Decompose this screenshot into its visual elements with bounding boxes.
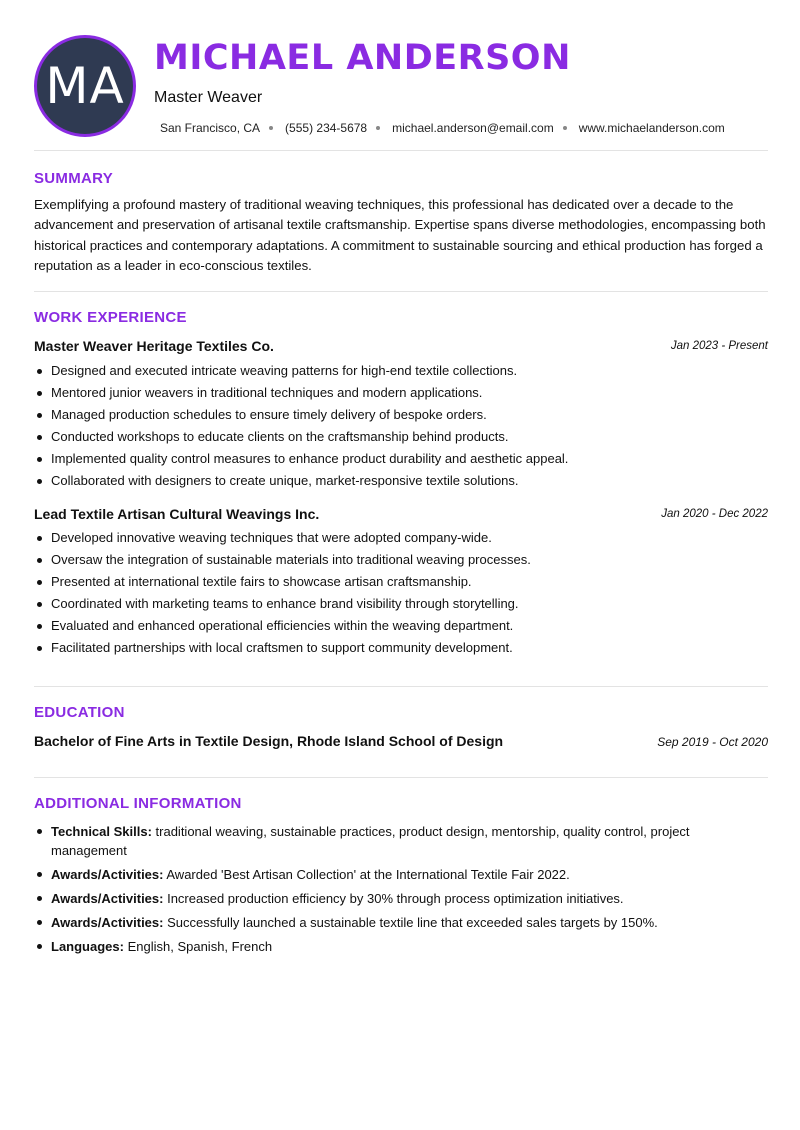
list-item: Collaborated with designers to create unique, market-responsive textile solutions. [34, 472, 768, 490]
education-heading: EDUCATION [34, 704, 125, 721]
list-item [34, 937, 768, 956]
list-item: Presented at international textile fairs to showcase artisan craftsmanship. [34, 573, 768, 591]
info-text: Successfully launched a sustainable textile line that exceeded sales targets by 150%. [163, 915, 658, 930]
contact-website[interactable]: www.michaelanderson.com [578, 121, 725, 135]
list-item [34, 865, 768, 884]
avatar-initials: MA [45, 57, 125, 115]
info-label: Awards/Activities: [51, 867, 164, 882]
job-bullet-list [34, 362, 768, 495]
list-item [34, 889, 768, 908]
info-text: traditional weaving, sustainable practices, product design, mentorship, quality control, project management [51, 824, 690, 858]
summary-text: Exemplifying a profound mastery of traditional weaving techniques, this professional has dedicated over a decade to the advancement and preservation of artisanal textile craftsmanship. Expertise spans diverse methodologies, encompassing both historical practices and contemporary adaptations. A commitment to sustainable sourcing and ethical production has forged a reputation as a leader in eco-conscious textiles. [34, 197, 766, 273]
education-dates: Sep 2019 - Oct 2020 [657, 735, 768, 749]
separator-dot-icon [563, 126, 567, 130]
job-dates: Jan 2020 - Dec 2022 [661, 508, 768, 520]
list-item [34, 913, 768, 932]
info-label: Awards/Activities: [51, 891, 164, 906]
divider [34, 686, 768, 687]
info-label: Languages: [51, 939, 124, 954]
info-text: English, Spanish, French [123, 939, 273, 954]
resume-header [34, 34, 768, 138]
divider [34, 150, 768, 151]
summary-heading: SUMMARY [34, 170, 114, 187]
job-dates: Jan 2023 - Present [670, 340, 768, 352]
list-item: Managed production schedules to ensure timely delivery of bespoke orders. [34, 406, 768, 424]
info-label: Technical Skills: [51, 824, 152, 839]
list-item: Implemented quality control measures to enhance product durability and aesthetic appeal. [34, 450, 768, 468]
job-bullet-list [34, 529, 768, 662]
list-item: Facilitated partnerships with local craftsmen to support community development. [34, 639, 768, 657]
job-title: Lead Textile Artisan Cultural Weavings Inc. [34, 506, 320, 522]
additional-info-heading: ADDITIONAL INFORMATION [34, 795, 242, 812]
info-text: Awarded 'Best Artisan Collection' at the International Textile Fair 2022. [163, 867, 570, 882]
list-item: Conducted workshops to educate clients on the craftsmanship behind products. [34, 428, 768, 446]
separator-dot-icon [376, 126, 380, 130]
contact-email[interactable]: michael.anderson@email.com [392, 121, 554, 135]
avatar [34, 35, 136, 137]
contact-line [160, 121, 725, 135]
divider [34, 777, 768, 778]
list-item: Coordinated with marketing teams to enhance brand visibility through storytelling. [34, 595, 768, 613]
work-experience-heading: WORK EXPERIENCE [34, 309, 187, 326]
list-item: Designed and executed intricate weaving patterns for high-end textile collections. [34, 362, 768, 380]
job-header [34, 506, 768, 524]
info-label: Awards/Activities: [51, 915, 164, 930]
job-title: Master Weaver Heritage Textiles Co. [34, 338, 274, 354]
list-item: Mentored junior weavers in traditional techniques and modern applications. [34, 384, 768, 402]
list-item: Developed innovative weaving techniques that were adopted company-wide. [34, 529, 768, 547]
education-degree: Bachelor of Fine Arts in Textile Design, Rhode Island School of Design [34, 733, 504, 749]
education-entry [34, 733, 768, 751]
list-item: Evaluated and enhanced operational efficiencies within the weaving department. [34, 617, 768, 635]
candidate-name: MICHAEL ANDERSON [154, 38, 571, 78]
info-text: Increased production efficiency by 30% through process optimization initiatives. [163, 891, 624, 906]
contact-location: San Francisco, CA [160, 121, 261, 135]
separator-dot-icon [269, 126, 273, 130]
candidate-role: Master Weaver [154, 89, 263, 106]
list-item [34, 822, 768, 860]
additional-info-list [34, 822, 768, 961]
contact-phone[interactable]: (555) 234-5678 [285, 121, 368, 135]
divider [34, 291, 768, 292]
list-item: Oversaw the integration of sustainable materials into traditional weaving processes. [34, 551, 768, 569]
job-header [34, 338, 768, 356]
